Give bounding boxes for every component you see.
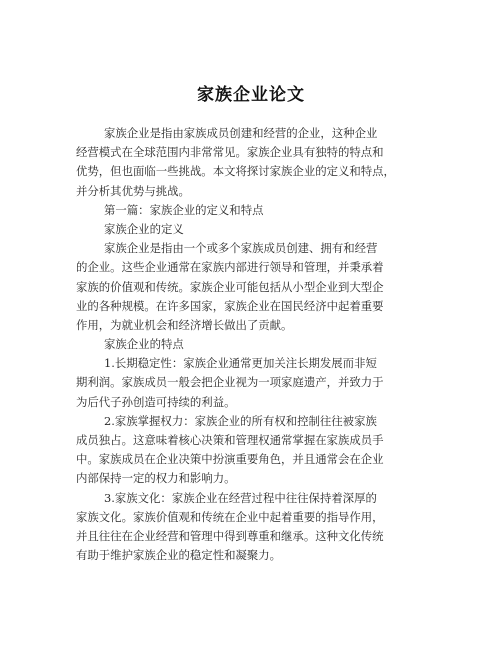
text-line: 经营模式在全球范围内非常常见。家族企业具有独特的特点和 [76, 145, 384, 160]
text-line: 1.长期稳定性：家族企业通常更加关注长期发展而非短 [104, 356, 377, 371]
text-line: 中。家族成员在企业决策中扮演重要角色，并且通常会在企业 [76, 452, 384, 467]
text-line: 家族文化。家族价值观和传统在企业中起着重要的指导作用， [76, 509, 384, 524]
section-title: 第一篇：家族企业的定义和特点 [104, 202, 264, 217]
text-line: 家族企业是指由一个或多个家族成员创建、拥有和经营 [104, 241, 378, 256]
features-heading: 家族企业的特点 [104, 337, 184, 352]
text-line: 并且往往在企业经营和管理中得到尊重和继承。这种文化传统 [76, 528, 384, 543]
text-line: 3.家族文化：家族企业在经营过程中往往保持着深厚的 [104, 490, 377, 505]
text-line: 有助于维护家族企业的稳定性和凝聚力。 [76, 548, 282, 563]
text-line: 2.家族掌握权力：家族企业的所有权和控制往往被家族 [104, 413, 377, 428]
definition-heading: 家族企业的定义 [104, 221, 184, 236]
text-line: 成员独占。这意味着核心决策和管理权通常掌握在家族成员手 [76, 433, 384, 447]
definition-paragraph [76, 239, 434, 335]
text-line: 业的各种规模。在许多国家，家族企业在国民经济中起着重要 [76, 298, 384, 313]
text-line: 作用，为就业机会和经济增长做出了贡献。 [76, 317, 293, 332]
text-line: 为后代子孙创造可持续的利益。 [76, 394, 236, 409]
text-line: 优势，但也面临一些挑战。本文将探讨家族企业的定义和特点， [76, 164, 395, 179]
text-line: 的企业。这些企业通常在家族内部进行领导和管理，并秉承着 [76, 260, 384, 275]
intro-paragraph [76, 124, 434, 201]
text-line: 期利润。家族成员一般会把企业视为一项家庭遗产，并致力于 [76, 375, 384, 390]
feature-2-paragraph [76, 412, 434, 489]
text-line: 家族企业是指由家族成员创建和经营的企业，这种企业 [104, 126, 378, 140]
text-line: 并分析其优势与挑战。 [76, 183, 190, 198]
feature-1-paragraph [76, 354, 434, 412]
text-line: 内部保持一定的权力和影响力。 [76, 471, 236, 486]
document-title: 家族企业论文 [197, 85, 305, 105]
feature-3-paragraph [76, 489, 434, 566]
document-body [76, 124, 434, 565]
text-line: 家族的价值观和传统。家族企业可能包括从小型企业到大型企 [76, 279, 384, 294]
